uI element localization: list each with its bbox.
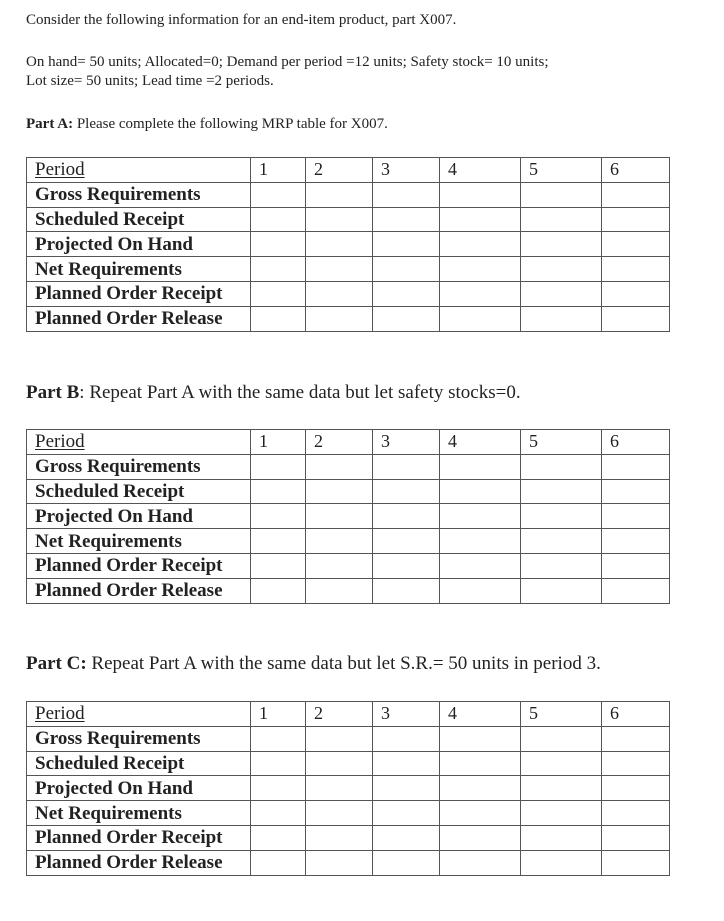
table-cell[interactable] (373, 306, 440, 331)
table-cell[interactable] (306, 182, 373, 207)
table-cell[interactable] (602, 726, 670, 751)
period-number: 6 (602, 702, 670, 727)
table-cell[interactable] (306, 776, 373, 801)
table-row (27, 207, 670, 232)
table-cell[interactable] (251, 529, 306, 554)
header-row (27, 430, 670, 455)
table-cell[interactable] (306, 306, 373, 331)
table-cell[interactable] (306, 454, 373, 479)
table-cell[interactable] (251, 726, 306, 751)
table-cell[interactable] (521, 257, 602, 282)
table-cell[interactable] (521, 801, 602, 826)
table-cell[interactable] (373, 281, 440, 306)
table-cell[interactable] (306, 726, 373, 751)
period-number: 2 (306, 702, 373, 727)
table-cell[interactable] (440, 454, 521, 479)
row-label: Projected On Hand (27, 232, 251, 257)
row-label: Planned Order Receipt (27, 281, 251, 306)
table-cell[interactable] (373, 801, 440, 826)
row-label: Planned Order Receipt (27, 825, 251, 850)
period-number: 3 (373, 702, 440, 727)
row-label: Planned Order Receipt (27, 553, 251, 578)
table-cell[interactable] (602, 504, 670, 529)
intro-line-1: Consider the following information for an end-item product, part X007. (26, 12, 457, 28)
table-cell[interactable] (306, 801, 373, 826)
table-cell[interactable] (440, 207, 521, 232)
row-label: Planned Order Release (27, 578, 251, 603)
table-row (27, 553, 670, 578)
header-row (27, 158, 670, 183)
intro-line-3: Lot size= 50 units; Lead time =2 periods. (26, 73, 274, 89)
table-row (27, 776, 670, 801)
table-cell[interactable] (306, 850, 373, 875)
table-cell[interactable] (602, 479, 670, 504)
table-cell[interactable] (521, 454, 602, 479)
row-label: Gross Requirements (27, 454, 251, 479)
period-header: Period (27, 702, 251, 727)
period-number: 3 (373, 158, 440, 183)
table-cell[interactable] (373, 553, 440, 578)
table-cell[interactable] (306, 529, 373, 554)
table-cell[interactable] (602, 232, 670, 257)
table-cell[interactable] (521, 751, 602, 776)
row-label: Gross Requirements (27, 726, 251, 751)
period-number: 1 (251, 430, 306, 455)
mrp-table-part-b (26, 429, 670, 604)
period-number: 3 (373, 430, 440, 455)
table-cell[interactable] (440, 479, 521, 504)
row-label: Scheduled Receipt (27, 207, 251, 232)
row-label: Net Requirements (27, 529, 251, 554)
period-number: 1 (251, 702, 306, 727)
table-cell[interactable] (373, 529, 440, 554)
period-number: 6 (602, 430, 670, 455)
table-cell[interactable] (251, 504, 306, 529)
table-cell[interactable] (440, 801, 521, 826)
table-cell[interactable] (251, 850, 306, 875)
table-row (27, 232, 670, 257)
part-b-label: Part B (26, 382, 80, 403)
table-cell[interactable] (521, 825, 602, 850)
table-cell[interactable] (602, 454, 670, 479)
table-cell[interactable] (251, 454, 306, 479)
table-cell[interactable] (602, 306, 670, 331)
table-cell[interactable] (306, 232, 373, 257)
table-cell[interactable] (602, 801, 670, 826)
table-cell[interactable] (306, 578, 373, 603)
row-label: Gross Requirements (27, 182, 251, 207)
table-cell[interactable] (251, 776, 306, 801)
table-cell[interactable] (602, 553, 670, 578)
table-cell[interactable] (306, 825, 373, 850)
row-label: Scheduled Receipt (27, 479, 251, 504)
row-label: Net Requirements (27, 801, 251, 826)
table-cell[interactable] (602, 257, 670, 282)
part-b-text: : Repeat Part A with the same data but let safety stocks=0. (79, 382, 521, 403)
table-cell[interactable] (602, 776, 670, 801)
table-cell[interactable] (521, 553, 602, 578)
table-cell[interactable] (602, 281, 670, 306)
table-cell[interactable] (521, 232, 602, 257)
table-cell[interactable] (521, 578, 602, 603)
table-cell[interactable] (251, 257, 306, 282)
table-row (27, 726, 670, 751)
period-header: Period (27, 158, 251, 183)
table-row (27, 306, 670, 331)
table-cell[interactable] (440, 182, 521, 207)
table-cell[interactable] (306, 504, 373, 529)
period-number: 5 (521, 158, 602, 183)
part-a-text: Please complete the following MRP table for X007. (73, 116, 388, 132)
part-b-heading (26, 382, 521, 404)
table-cell[interactable] (521, 479, 602, 504)
table-cell[interactable] (440, 850, 521, 875)
table-row (27, 850, 670, 875)
table-cell[interactable] (521, 207, 602, 232)
header-row (27, 702, 670, 727)
table-cell[interactable] (306, 479, 373, 504)
table-cell[interactable] (521, 281, 602, 306)
period-number: 2 (306, 158, 373, 183)
table-cell[interactable] (521, 182, 602, 207)
table-row (27, 281, 670, 306)
table-cell[interactable] (440, 504, 521, 529)
table-cell[interactable] (373, 776, 440, 801)
table-cell[interactable] (373, 578, 440, 603)
table-cell[interactable] (306, 257, 373, 282)
period-number: 5 (521, 702, 602, 727)
table-cell[interactable] (373, 751, 440, 776)
table-cell[interactable] (440, 751, 521, 776)
row-label: Projected On Hand (27, 504, 251, 529)
part-a-label: Part A: (26, 116, 74, 132)
table-cell[interactable] (251, 182, 306, 207)
part-c-label: Part C: (26, 653, 87, 674)
part-c-heading (26, 653, 601, 675)
table-cell[interactable] (251, 479, 306, 504)
mrp-table-part-a (26, 157, 670, 332)
table-cell[interactable] (306, 207, 373, 232)
table-cell[interactable] (373, 454, 440, 479)
table-row (27, 751, 670, 776)
table-cell[interactable] (521, 850, 602, 875)
part-a-heading (26, 115, 388, 133)
table-cell[interactable] (521, 306, 602, 331)
table-cell[interactable] (306, 553, 373, 578)
table-cell[interactable] (440, 578, 521, 603)
table-cell[interactable] (440, 257, 521, 282)
table-cell[interactable] (602, 529, 670, 554)
table-cell[interactable] (521, 726, 602, 751)
row-label: Planned Order Release (27, 850, 251, 875)
table-cell[interactable] (373, 479, 440, 504)
table-cell[interactable] (521, 776, 602, 801)
period-number: 1 (251, 158, 306, 183)
table-cell[interactable] (373, 825, 440, 850)
table-cell[interactable] (251, 801, 306, 826)
table-cell[interactable] (373, 850, 440, 875)
table-row (27, 825, 670, 850)
table-cell[interactable] (251, 306, 306, 331)
period-number: 4 (440, 702, 521, 727)
table-cell[interactable] (602, 207, 670, 232)
row-label: Projected On Hand (27, 776, 251, 801)
table-row (27, 801, 670, 826)
table-cell[interactable] (306, 751, 373, 776)
table-cell[interactable] (440, 281, 521, 306)
period-number: 4 (440, 430, 521, 455)
table-cell[interactable] (440, 726, 521, 751)
table-cell[interactable] (440, 776, 521, 801)
period-header: Period (27, 430, 251, 455)
table-row (27, 479, 670, 504)
table-row (27, 454, 670, 479)
table-cell[interactable] (373, 182, 440, 207)
table-cell[interactable] (440, 825, 521, 850)
table-row (27, 504, 670, 529)
intro-line-2: On hand= 50 units; Allocated=0; Demand per period =12 units; Safety stock= 10 units; (26, 54, 549, 70)
table-cell[interactable] (251, 578, 306, 603)
table-row (27, 578, 670, 603)
period-number: 5 (521, 430, 602, 455)
table-cell[interactable] (440, 553, 521, 578)
table-cell[interactable] (521, 529, 602, 554)
table-cell[interactable] (251, 232, 306, 257)
table-row (27, 257, 670, 282)
table-cell[interactable] (373, 207, 440, 232)
table-cell[interactable] (602, 850, 670, 875)
table-cell[interactable] (251, 751, 306, 776)
table-cell[interactable] (440, 306, 521, 331)
row-label: Net Requirements (27, 257, 251, 282)
table-cell[interactable] (602, 825, 670, 850)
mrp-table-part-c (26, 701, 670, 876)
table-cell[interactable] (373, 726, 440, 751)
table-cell[interactable] (521, 504, 602, 529)
table-cell[interactable] (306, 281, 373, 306)
table-cell[interactable] (251, 825, 306, 850)
table-cell[interactable] (251, 207, 306, 232)
period-number: 6 (602, 158, 670, 183)
table-cell[interactable] (440, 529, 521, 554)
table-cell[interactable] (440, 232, 521, 257)
table-cell[interactable] (602, 578, 670, 603)
part-c-text: Repeat Part A with the same data but let S.R.= 50 units in period 3. (86, 653, 601, 674)
table-row (27, 529, 670, 554)
table-cell[interactable] (373, 504, 440, 529)
row-label: Planned Order Release (27, 306, 251, 331)
table-cell[interactable] (373, 257, 440, 282)
table-cell[interactable] (251, 281, 306, 306)
period-number: 2 (306, 430, 373, 455)
table-row (27, 182, 670, 207)
period-number: 4 (440, 158, 521, 183)
table-cell[interactable] (251, 553, 306, 578)
row-label: Scheduled Receipt (27, 751, 251, 776)
table-cell[interactable] (602, 751, 670, 776)
table-cell[interactable] (602, 182, 670, 207)
table-cell[interactable] (373, 232, 440, 257)
